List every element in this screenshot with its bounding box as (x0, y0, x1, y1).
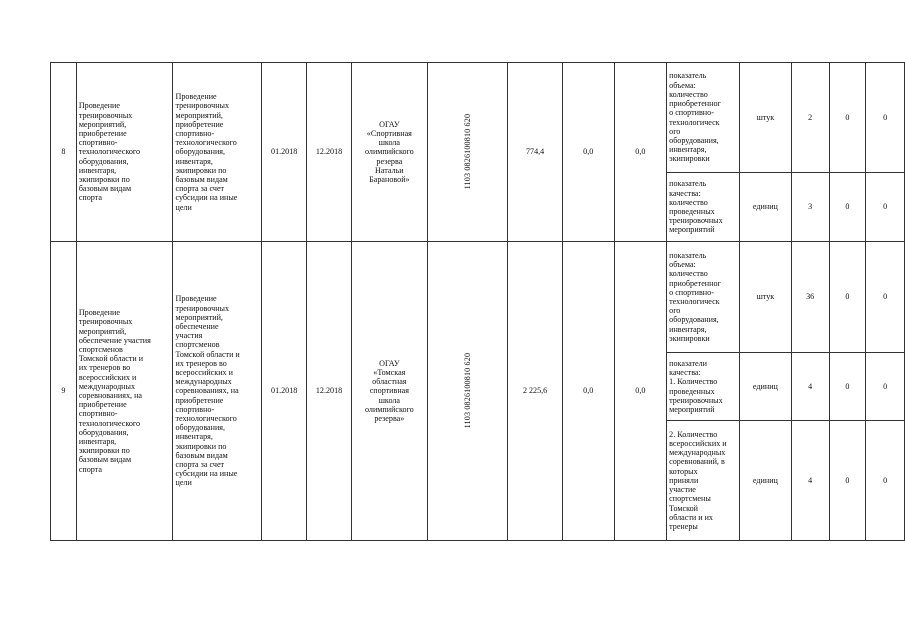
indicator-value-b: 0 (829, 63, 866, 173)
funding-value-2: 0,0 (614, 63, 667, 242)
event-name: Проведение тренировочных мероприятий, обеспечение участия спортсменов Томской области и их тренеров во всероссийских и международных соревнованиях, на приобретение спортивно- технологического оборудования, инвентаря, экипировки по базовым видам спорта (76, 242, 173, 541)
indicator-value-b: 0 (829, 173, 866, 242)
indicator-unit: единиц (740, 353, 792, 421)
indicator-name: показатель качества: количество проведенных тренировочных мероприятий (667, 173, 740, 242)
funding-value-1: 0,0 (562, 242, 614, 541)
row-number: 9 (51, 242, 77, 541)
indicator-value-c: 0 (866, 242, 905, 353)
table-row (51, 63, 905, 173)
indicator-value-a: 4 (791, 421, 829, 541)
executor-organization: ОГАУ «Томская областная спортивная школа олимпийского резерва» (351, 242, 427, 541)
row-number: 8 (51, 63, 77, 242)
funding-amount: 774,4 (508, 63, 563, 242)
indicator-value-c: 0 (866, 421, 905, 541)
start-date: 01.2018 (262, 63, 307, 242)
table-row (51, 242, 905, 353)
indicator-unit: единиц (740, 173, 792, 242)
indicator-unit: штук (740, 242, 792, 353)
indicator-value-b: 0 (829, 353, 866, 421)
event-purpose: Проведение тренировочных мероприятий, приобретение спортивно- технологического оборудования, инвентаря, экипировки по базовым видам спорта за счет субсидии на иные цели (173, 63, 262, 242)
budget-code: 1103 0826100810 620 (462, 353, 472, 429)
event-purpose: Проведение тренировочных мероприятий, обеспечение участия спортсменов Томской области и их тренеров во всероссийских и международных соревнованиях, на приобретение спортивно- технологического оборудования, инвентаря, экипировки по базовым видам спорта за счет субсидии на иные цели (173, 242, 262, 541)
indicator-value-a: 36 (791, 242, 829, 353)
indicator-unit: штук (740, 63, 792, 173)
indicator-name: показатель объема: количество приобретенног о спортивно- технологическ ого оборудования, инвентаря, экипировки (667, 242, 740, 353)
event-name: Проведение тренировочных мероприятий, приобретение спортивно- технологического оборудования, инвентаря, экипировки по базовым видам спорта (76, 63, 173, 242)
indicator-value-c: 0 (866, 353, 905, 421)
executor-organization: ОГАУ «Спортивная школа олимпийского резерва Натальи Барановой» (351, 63, 427, 242)
indicator-name: показатели качества: 1. Количество проведенных тренировочных мероприятий (667, 353, 740, 421)
funding-value-1: 0,0 (562, 63, 614, 242)
indicator-value-a: 4 (791, 353, 829, 421)
end-date: 12.2018 (307, 242, 352, 541)
indicator-value-a: 2 (791, 63, 829, 173)
indicator-name: показатель объема: количество приобретенног о спортивно- технологическ ого оборудования, инвентаря, экипировки (667, 63, 740, 173)
indicator-value-b: 0 (829, 242, 866, 353)
funding-value-2: 0,0 (614, 242, 667, 541)
program-table (50, 62, 905, 541)
indicator-unit: единиц (740, 421, 792, 541)
budget-code: 1103 0826100810 620 (462, 114, 472, 190)
funding-amount: 2 225,6 (508, 242, 563, 541)
indicator-value-b: 0 (829, 421, 866, 541)
indicator-value-a: 3 (791, 173, 829, 242)
budget-code-cell (427, 242, 508, 541)
start-date: 01.2018 (262, 242, 307, 541)
indicator-name: 2. Количество всероссийских и международных соревнований, в которых приняли участие спортсмены Томской области и их тренеры (667, 421, 740, 541)
end-date: 12.2018 (307, 63, 352, 242)
indicator-value-c: 0 (866, 173, 905, 242)
indicator-value-c: 0 (866, 63, 905, 173)
budget-code-cell (427, 63, 508, 242)
